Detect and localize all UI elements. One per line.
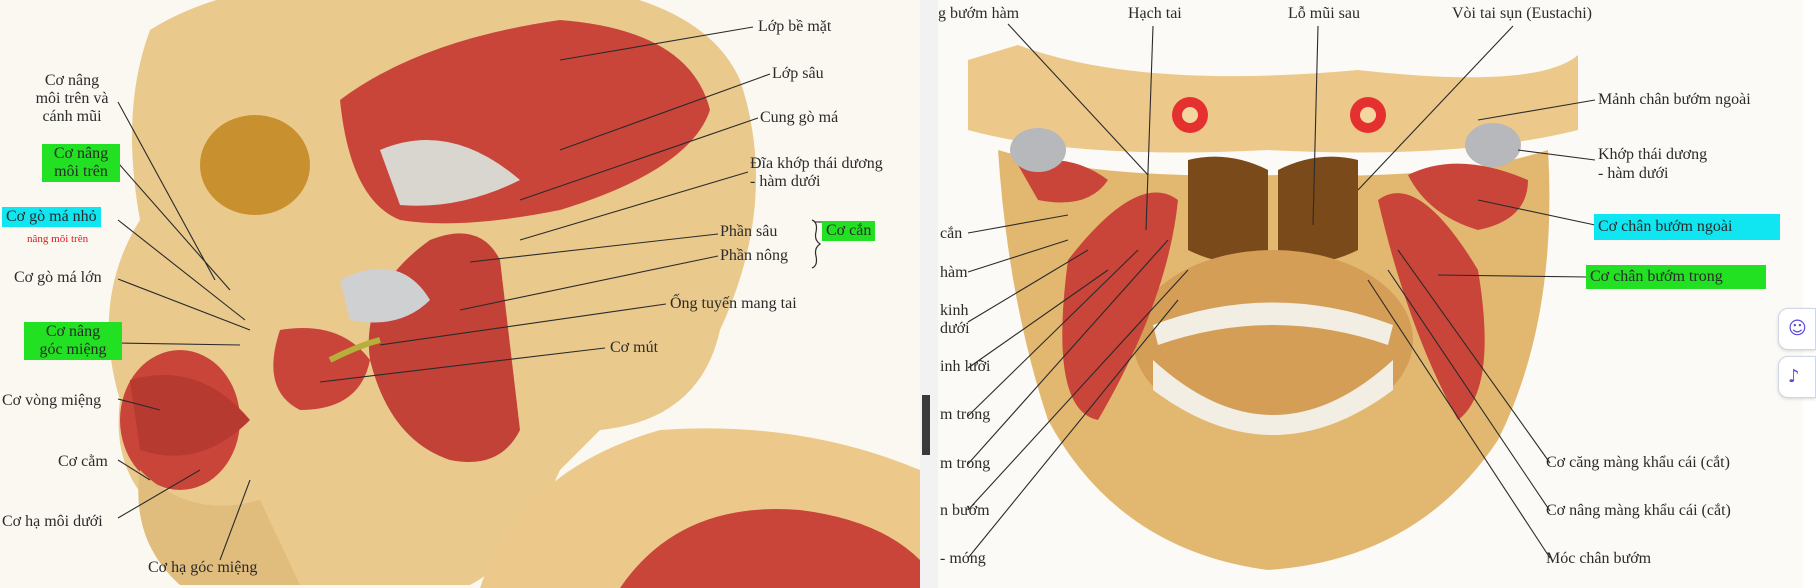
label-manh-chan-buom-ngoai: Mảnh chân bướm ngoài (1598, 91, 1751, 108)
label-n-buom-partial: n bướm (940, 502, 990, 519)
label-line: môi trên và (35, 90, 109, 107)
note-nang-moi-tren: nâng môi trên (27, 233, 89, 245)
label-mong-partial: - móng (940, 550, 986, 567)
label-co-go-ma-nho: Cơ gò má nhỏ (2, 207, 101, 227)
label-voi-tai: Vòi tai sụn (Eustachi) (1452, 5, 1592, 22)
label-line: Cơ nâng (44, 72, 100, 89)
label-co-vong-mieng: Cơ vòng miệng (2, 392, 102, 409)
headset-icon: ♪ (1788, 366, 1800, 387)
label-can-partial: cắn (940, 225, 963, 242)
label-moc-chan-buom: Móc chân bướm (1546, 550, 1652, 567)
assistant-face-icon: ☺ (1788, 318, 1807, 339)
label-co-nang-moi-canh-mui (22, 72, 122, 126)
label-khop-thai-duong-line1: Khớp thái dương (1598, 146, 1708, 163)
label-m-trong-1: m trong (940, 406, 991, 423)
label-co-ha-goc-mieng: Cơ hạ góc miệng (148, 559, 258, 576)
label-co-go-ma-lon: Cơ gò má lớn (14, 269, 102, 286)
label-line: góc miệng (39, 341, 107, 358)
panel-divider (920, 0, 938, 588)
right-anatomy-figure (938, 0, 1803, 588)
label-ham-partial: hàm (940, 264, 968, 281)
label-dia-khop-line2: - hàm dưới (750, 173, 821, 190)
label-phan-nong: Phần nông (720, 247, 788, 264)
label-lop-sau: Lớp sâu (772, 65, 824, 82)
label-buom-ham-partial: g bướm hàm (938, 5, 1020, 22)
label-khop-thai-duong-line2: - hàm dưới (1598, 165, 1669, 182)
label-co-mut: Cơ mút (610, 339, 659, 356)
label-ong-tuyen-mang-tai: Ống tuyến mang tai (670, 295, 797, 312)
label-line: môi trên (54, 163, 108, 180)
label-hach-tai: Hạch tai (1128, 5, 1182, 22)
eye-socket (200, 115, 310, 215)
label-co-nang-goc-mieng (24, 322, 122, 360)
label-co-can: Cơ cắn (822, 221, 875, 241)
label-kinh-partial: kinh (940, 302, 969, 319)
label-co-cam: Cơ cằm (58, 453, 108, 470)
label-co-ha-moi-duoi: Cơ hạ môi dưới (2, 513, 103, 530)
label-co-chan-buom-trong: Cơ chân bướm trong (1586, 265, 1766, 289)
label-line: cánh mũi (42, 108, 102, 125)
label-co-chan-buom-ngoai: Cơ chân bướm ngoài (1594, 214, 1780, 240)
label-line: Cơ nâng (53, 145, 109, 162)
right-illustration (938, 0, 1803, 588)
divider-dark-strip (922, 395, 930, 455)
label-co-nang-mang-khau-cai: Cơ nâng màng khẩu cái (cắt) (1546, 502, 1731, 519)
label-phan-sau: Phần sâu (720, 223, 778, 240)
label-dia-khop-line1: Đĩa khớp thái dương (750, 155, 883, 172)
label-inh-luoi-partial: inh lưỡi (940, 358, 991, 375)
label-lo-mui-sau: Lỗ mũi sau (1288, 5, 1360, 22)
side-headset-button[interactable] (1778, 356, 1816, 398)
label-co-cang-mang-khau-cai: Cơ căng màng khẩu cái (cắt) (1546, 454, 1730, 471)
masseter-brace (812, 220, 820, 268)
label-m-trong-2: m trong (940, 455, 991, 472)
label-cung-go-ma: Cung gò má (760, 109, 839, 126)
label-lop-be-mat: Lớp bề mặt (758, 18, 832, 35)
label-co-nang-moi-tren (42, 144, 120, 182)
label-duoi-partial: dưới (940, 320, 970, 337)
choanae (1188, 157, 1268, 264)
side-assistant-button[interactable] (1778, 308, 1816, 350)
label-line: Cơ nâng (45, 323, 101, 340)
